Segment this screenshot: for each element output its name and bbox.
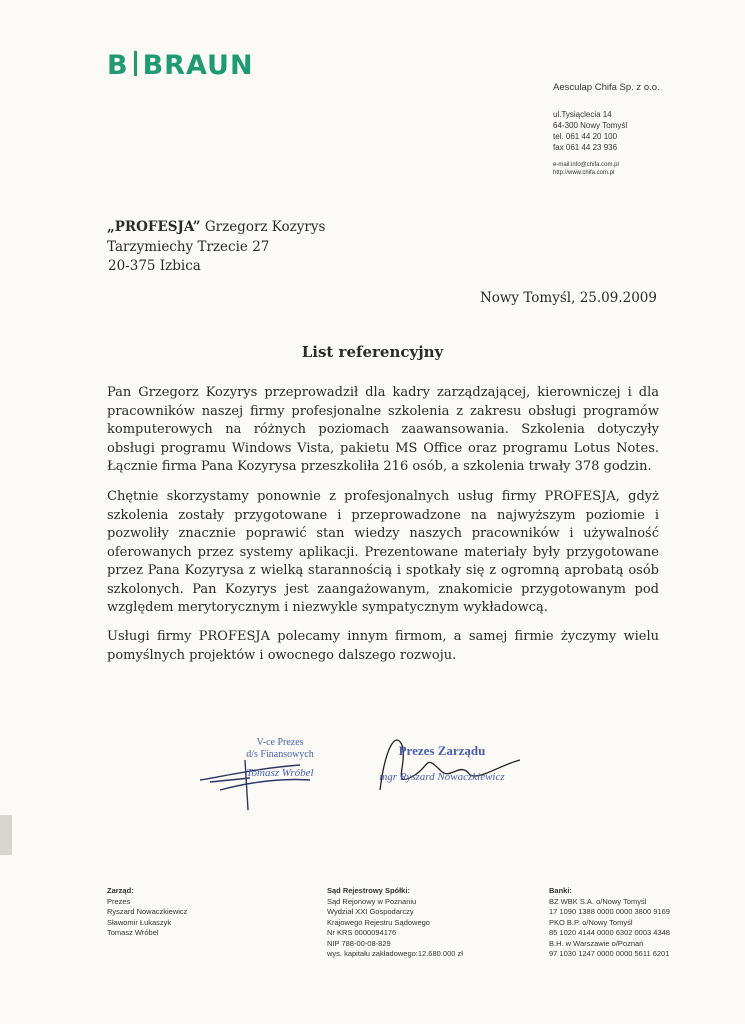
stamp-line: d/s Finansowych [246,749,314,760]
recipient-name [107,218,325,238]
footer-line: Prezes [107,896,131,906]
scan-edge-mark [0,815,12,855]
footer-line: Nr KRS 0000094176 [327,928,397,937]
address-line: ul.Tysiąclecia 14 [553,110,612,119]
footer-heading: Zarząd: [107,886,134,895]
footer-banks [549,886,670,960]
footer-line: PKO B.P. o/Nowy Tomyśl [549,917,633,927]
company-address [553,109,660,153]
footer-line: Wydział XXI Gospodarczy [327,907,414,916]
paragraph-2: Chętnie skorzystamy ponownie z profesjonalnych usług firmy PROFESJA, gdyż szkolenia zostały przygotowane i przeprowadzone na najwyższym poziomie i pozwoliły znacznie poprawić stan wiedzy naszych pracowników i używalność oferowanych przez systemy aplikacji. Prezentowane materiały były przygotowane przez Pana Kozyrysa z wielką starannością i spotkały się z ogromną aprobatą osób szkolonych. Pan Kozyrys jest zaangażowanym, znakomicie przygotowanym pod względem merytorycznym i niezwykle sympatycznym wykładowcą. [107,489,659,615]
phone-line: tel. 061 44 20 100 [553,132,618,141]
email-line: e-mail:info@chifa.com.pl [553,162,619,168]
footer-line: NIP 788-00-08-829 [327,938,391,948]
stamp-title: Prezes Zarządu [398,743,486,758]
stamp-name: Tomasz Wróbel [246,767,314,779]
stamp-name: mgr Ryszard Nowaczkiewicz [379,771,505,783]
logo-braun: BRAUN [142,50,254,81]
recipient-street: Tarzymiechy Trzecie 27 [107,238,270,255]
fax-line: fax 061 44 23 936 [553,143,618,152]
braun-logo [107,50,254,81]
footer-board [107,886,187,939]
footer-line: Sławomir Łukaszyk [107,917,172,927]
footer-line: Sąd Rejonowy w Poznaniu [327,896,417,906]
footer-line: wys. kapitału zakładowego:12.680.000 zł [327,949,463,958]
letter-date: Nowy Tomyśl, 25.09.2009 [479,290,657,306]
footer-line: 97 1030 1247 0000 0000 5611 6201 [549,949,670,958]
footer-heading: Sąd Rejestrowy Spółki: [327,886,410,895]
footer-line: Ryszard Nowaczkiewicz [107,907,188,916]
logo-b: B [107,50,129,81]
recipient-block [107,218,325,277]
company-contact [553,161,660,177]
footer-line: 85 1020 4144 0000 6302 0003 4348 [549,928,670,937]
stamp-line: V-ce Prezes [256,737,304,748]
paragraph-3: Usługi firmy PROFESJA polecamy innym firmom, a samej firmie życzymy wielu pomyślnych projektów i owocnego dalszego rozwoju. [107,629,659,663]
footer-line: 17 1090 1388 0000 0000 3800 9169 [549,907,670,916]
company-block [553,82,660,177]
footer-line: Krajowego Rejestru Sądowego [327,917,430,927]
footer-line: Tomasz Wróbel [107,928,159,937]
paragraph-1: Pan Grzegorz Kozyrys przeprowadził dla kadry zarządzającej, kierowniczej i dla pracowników naszej firmy profesjonalne szkolenia z zakresu obsługi programów komputerowych na różnych poziomach zaawansowania. Szkolenia dotyczyły obsługi programu Windows Vista, pakietu MS Office oraz programu Lotus Notes. Łącznie firma Pana Kozyrysa przeszkoliła 216 osób, a szkolenia trwały 378 godzin. [107,385,659,474]
recipient-person: Grzegorz Kozyrys [200,219,326,235]
footer-line: BZ WBK S.A. o/Nowy Tomyśl [549,896,647,906]
address-line: 64-300 Nowy Tomyśl [553,121,628,130]
logo-divider [134,51,137,76]
stamp-vice-president [220,737,340,779]
recipient-company: „PROFESJA” [107,219,201,235]
recipient-city: 20-375 Izbica [108,258,201,274]
website-line: http://www.chifa.com.pl [553,170,615,176]
footer-heading: Banki: [549,886,572,895]
company-name: Aesculap Chifa Sp. z o.o. [553,82,660,93]
footer-line: B.H. w Warszawie o/Poznań [549,938,644,948]
footer-court [327,886,463,960]
stamp-president [362,743,522,785]
letter-title: List referencyjny [301,343,444,361]
